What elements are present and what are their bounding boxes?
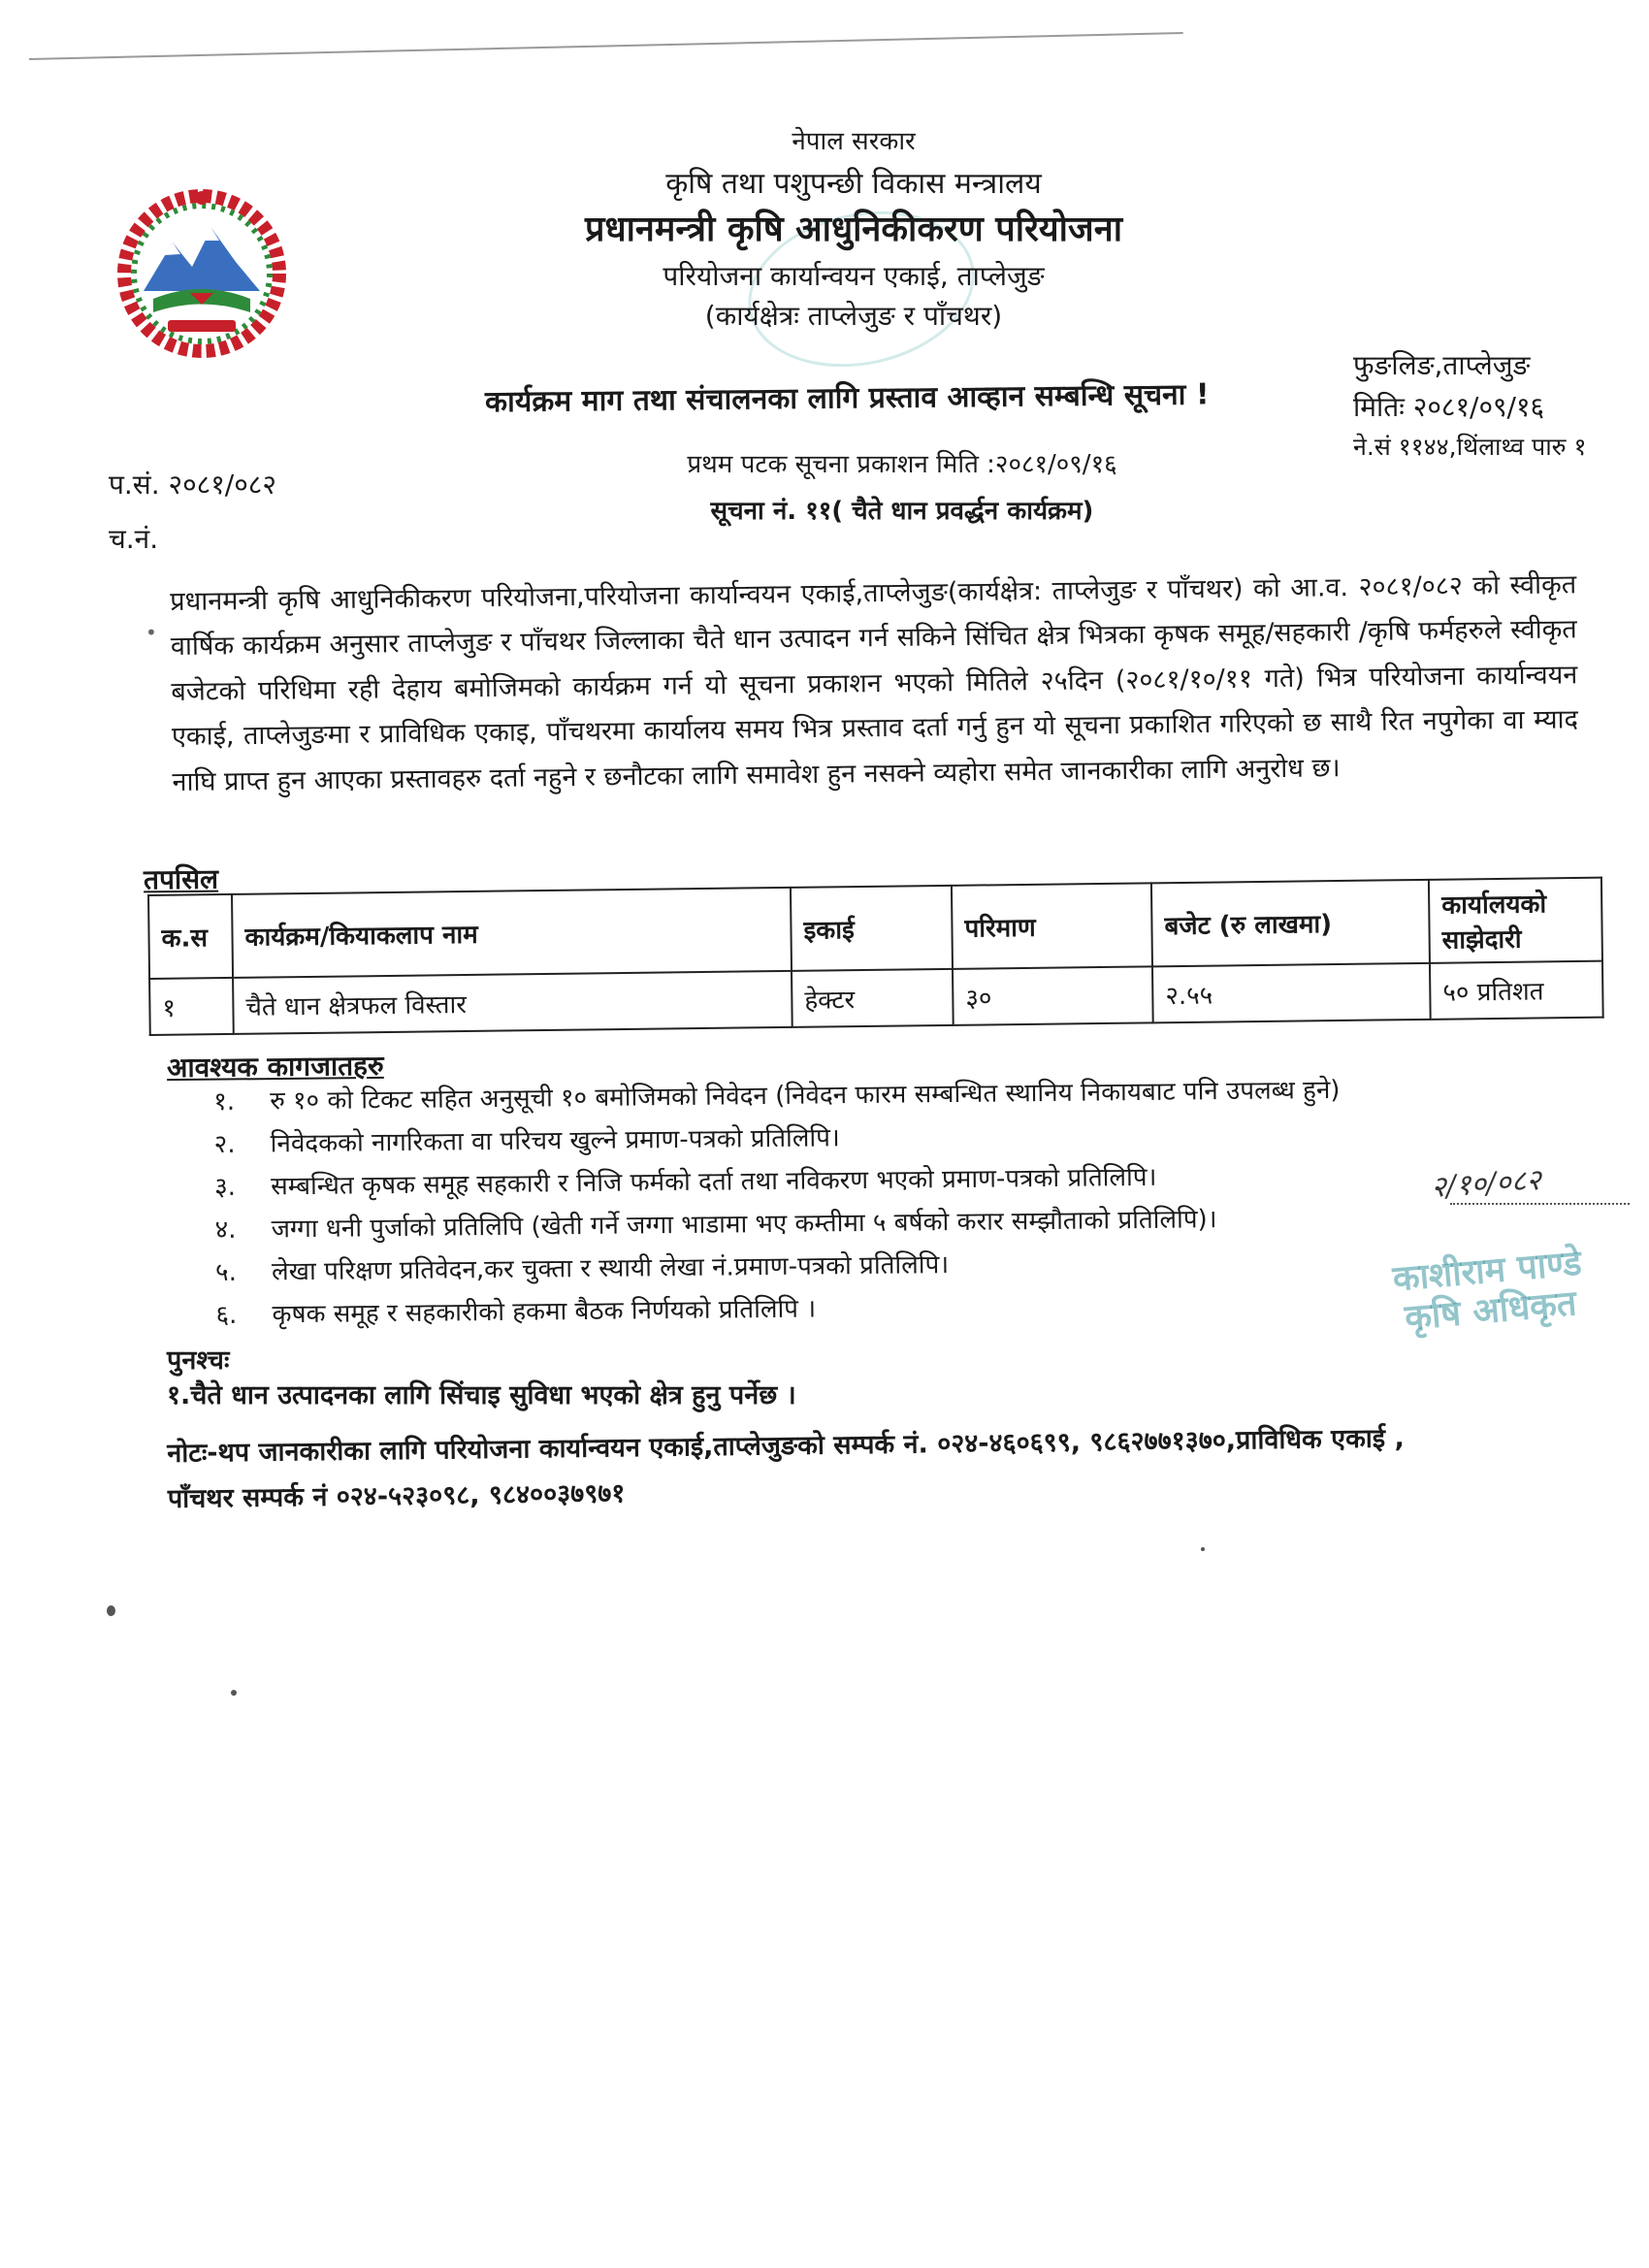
list-item-number: ५.	[214, 1257, 238, 1287]
list-item-number: ६.	[215, 1300, 238, 1330]
nepal-emblem-icon	[114, 184, 289, 359]
bullet-icon: •	[146, 621, 157, 644]
list-item-text: सम्बन्धित कृषक समूह सहकारी र निजि फर्मको दर्ता तथा नविकरण भएको प्रमाण-पत्रको प्रतिलिपि।	[271, 1162, 1157, 1202]
right-meta	[1353, 344, 1644, 467]
list-item-text: रु १० को टिकट सहित अनुसूची १० बमोजिमको निवेदन (निवेदन फारम सम्बन्धित स्थानिय निकायबाट पनि उपलब्ध हुने)	[270, 1075, 1341, 1117]
issue-date: मितिः २०८१/०९/१६	[1353, 391, 1545, 424]
list-item-text: लेखा परिक्षण प्रतिवेदन,कर चुक्ता र स्थायी लेखा नं.प्रमाण-पत्रको प्रतिलिपि।	[271, 1250, 950, 1287]
cell-unit: हेक्टर	[792, 969, 954, 1027]
col-quantity: परिमाण	[952, 883, 1152, 969]
government-name: नेपाल सरकार	[792, 127, 916, 156]
handwritten-signature-date: २/१०/०८२	[1430, 1163, 1543, 1205]
postscript-label: पुनश्चः	[167, 1345, 230, 1376]
cell-office-share: ५० प्रतिशत	[1430, 961, 1603, 1020]
list-item-text: जग्गा धनी पुर्जाको प्रतिलिपि (खेती गर्ने जग्गा भाडामा भए कम्तीमा ५ बर्षको करार सम्झौताको प्रतिलिपि)।	[271, 1205, 1217, 1245]
work-area: (कार्यक्षेत्रः ताप्लेजुङ र पाँचथर)	[704, 300, 1003, 332]
col-unit: इकाई	[791, 886, 953, 971]
note-line-1: नोटः-थप जानकारीका लागि परियोजना कार्यान्वयन एकाई,ताप्लेजुङको सम्पर्क नं. ०२४-४६०६९९, ९८६२७७१३७०,प्राविधिक एकाई ,	[167, 1423, 1405, 1469]
stamp-name: काशीराम पाण्डे	[1391, 1243, 1584, 1300]
documents-list	[213, 1065, 1526, 1335]
nepal-sambat-date: ने.सं ११४४,थिंलाथ्व पारु १	[1353, 432, 1587, 461]
list-item-text: कृषक समूह र सहकारीको हकमा बैठक निर्णयको प्रतिलिपि ।	[272, 1294, 817, 1330]
letter-number: प.सं. २०८१/०८२	[109, 469, 276, 501]
contact-note	[167, 1414, 1526, 1523]
scan-speck	[1201, 1547, 1205, 1551]
office-location: फुङलिङ,ताप्लेजुङ	[1353, 349, 1531, 381]
list-item-number: ३.	[214, 1172, 237, 1202]
cell-program: चैते धान क्षेत्रफल विस्तार	[233, 971, 792, 1034]
letterhead	[485, 126, 1222, 333]
cell-quantity: ३०	[953, 966, 1153, 1025]
list-item-number: २.	[213, 1129, 236, 1159]
col-serial: क.स	[148, 894, 233, 979]
schedule-table	[147, 877, 1604, 1036]
documents-label: आवश्यक कागजातहरु	[166, 1049, 384, 1085]
col-budget: बजेट (रु लाखमा)	[1151, 880, 1430, 966]
signature-line	[1450, 1203, 1630, 1205]
list-item-number: ४.	[214, 1215, 237, 1245]
project-name: प्रधानमन्त्री कृषि आधुनिकीकरण परियोजना	[584, 210, 1123, 249]
left-meta	[109, 458, 276, 567]
first-publish-date: प्रथम पटक सूचना प्रकाशन मिति :२०८१/०९/१६	[687, 450, 1117, 479]
scan-speck	[107, 1605, 115, 1616]
notice-title: कार्यक्रम माग तथा संचालनका लागि प्रस्ताव आव्हान सम्बन्धि सूचना !	[484, 377, 1210, 420]
dispatch-number: च.नं.	[109, 523, 159, 555]
schedule-label: तपसिल	[143, 862, 219, 896]
publication-info	[630, 441, 1174, 535]
col-program: कार्यक्रम/कियाकलाप नाम	[232, 888, 792, 978]
notice-number: सूचना नं. ११( चैते धान प्रवर्द्धन कार्यक्रम)	[710, 497, 1094, 527]
list-item-number: १.	[213, 1086, 236, 1117]
ministry-name: कृषि तथा पशुपन्छी विकास मन्त्रालय	[665, 166, 1042, 201]
postscript-item: १.चैते धान उत्पादनका लागि सिंचाइ सुविधा भएको क्षेत्र हुनु पर्नेछ ।	[167, 1380, 796, 1410]
scan-speck	[231, 1690, 237, 1696]
note-line-2: पाँचथर सम्पर्क नं ०२४-५२३०९८, ९८४००३७९७१	[167, 1478, 626, 1515]
unit-name: परियोजना कार्यान्वयन एकाई, ताप्लेजुङ	[663, 260, 1045, 292]
notice-body: प्रधानमन्त्री कृषि आधुनिकीकरण परियोजना,परियोजना कार्यान्वयन एकाई,ताप्लेजुङ(कार्यक्षेत्र: ताप्लेजुङ र पाँचथर) को आ.व. २०८१/०८२ को स्वीकृत वार्षिक कार्यक्रम अनुसार ताप्लेजुङ र पाँचथर जिल्लाका चैते धान उत्पादन गर्न सकिने सिंचित क्षेत्र भित्रका कृषक समूह/सहकारी /कृषि फर्महरुले स्वीकृत बजेटको परिधिमा रही देहाय बमोजिमको कार्यक्रम गर्न यो सूचना प्रकाशन भएको मितिले २५दिन (२०८१/१०/११ गते) भित्र परियोजना कार्यान्वयन एकाई, ताप्लेजुङमा र प्राविधिक एकाइ, पाँचथरमा कार्यालय समय भित्र प्रस्ताव दर्ता गर्नु हुन यो सूचना प्रकाशित गरिएको छ साथै रित नपुगेका वा म्याद नाघि प्राप्त हुन आएका प्रस्तावहरु दर्ता नहुने र छनौटका लागि समावेश हुन नसक्ने व्यहोरा समेत जानकारीका लागि अनुरोध छ।	[170, 569, 1579, 797]
list-item-text: निवेदकको नागरिकता वा परिचय खुल्ने प्रमाण-पत्रको प्रतिलिपि।	[270, 1123, 840, 1159]
cell-budget: २.५५	[1152, 963, 1431, 1022]
cell-serial: १	[149, 978, 234, 1035]
stamp-title: कृषि अधिकृत	[1403, 1283, 1578, 1339]
scan-page-edge	[29, 32, 1183, 60]
col-office-share: कार्यालयको साझेदारी	[1429, 878, 1602, 963]
